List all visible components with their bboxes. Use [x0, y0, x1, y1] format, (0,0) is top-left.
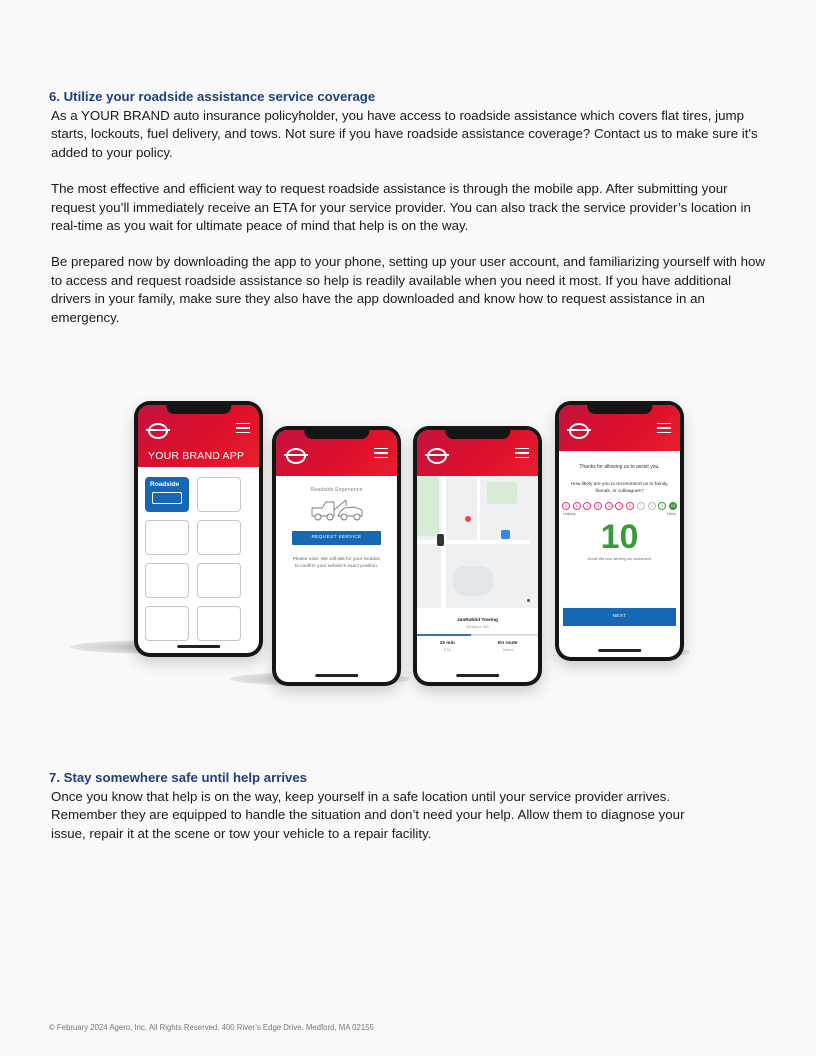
section-heading: 6. Utilize your roadside assistance service coverage [49, 89, 376, 104]
phone-notch [166, 405, 231, 414]
scale-low-label: Unlikely [563, 512, 576, 516]
brand-logo-icon [569, 423, 589, 439]
tow-truck-icon [152, 492, 182, 504]
provider-name: JanRabbit Towing [457, 618, 498, 623]
hamburger-menu-icon [515, 448, 529, 458]
rating-scale [562, 502, 677, 510]
progress-bar [417, 634, 538, 636]
location-pin-icon [465, 516, 471, 522]
location-note: Please note: We will ask for your location to confirm your vehicle's exact position. [292, 557, 381, 569]
vehicle-marker-icon [437, 534, 444, 546]
rating-option: 4 [605, 502, 613, 510]
tow-truck-icon [306, 496, 366, 524]
eta-value: 15 min [439, 641, 455, 646]
next-button: NEXT [563, 608, 676, 626]
service-tile [145, 520, 189, 555]
phone-notch [445, 430, 510, 439]
map-road [417, 540, 530, 544]
brand-logo-icon [286, 448, 306, 464]
rating-option: 10 [670, 504, 675, 508]
rating-option: 9 [658, 502, 666, 510]
progress-fill [417, 634, 471, 636]
service-tile [197, 520, 241, 555]
rating-option: 7 [637, 502, 645, 510]
map-lot [453, 566, 493, 596]
status-label: Status [502, 648, 514, 652]
paragraph: Once you know that help is on the way, keep yourself in a safe location until your service provider arrives. Remember they are equipped to handle the situation and don’t need your help. Allow them to diagnose your issue, repair it at the scene or tow your vehicle to a repair facility. [51, 789, 685, 841]
provider-location: Medford, MA [466, 624, 489, 629]
rating-option: 6 [626, 502, 634, 510]
service-tile [197, 477, 241, 512]
phone-home-screen [134, 401, 263, 657]
phone-request-screen [272, 426, 401, 686]
rating-option: 2 [583, 502, 591, 510]
paragraph: As a YOUR BRAND auto insurance policyholder, you have access to roadside assistance which covers flat tires, jump starts, lockouts, fuel delivery, and tows. Not sure if you have roadside assistance coverage? Contact us to make sure it's added to your policy. [51, 108, 758, 160]
paragraph: Be prepared now by downloading the app to your phone, setting up your user account, and familiarizing yourself with how to access and request roadside assistance so help is readily available when you need it most. If you have additional drivers in your family, make sure they also have the app downloaded and know how to request assistance in an emergency. [51, 254, 766, 325]
rating-option: 8 [648, 502, 656, 510]
service-tile [197, 563, 241, 598]
service-tile [145, 563, 189, 598]
scale-high-label: Likely [666, 512, 676, 516]
rating-option: 1 [573, 502, 581, 510]
section-roadside-coverage [49, 88, 769, 345]
screen-title: Roadside Experience [310, 487, 363, 493]
brand-logo-icon [427, 448, 447, 464]
brand-logo-icon [148, 423, 168, 439]
map-road [477, 476, 480, 540]
phone-notch [304, 430, 369, 439]
phone-survey-screen [555, 401, 684, 661]
recenter-icon [527, 599, 530, 602]
app-header [138, 405, 259, 467]
phone-notch [587, 405, 652, 414]
eta-label: ETA [443, 648, 451, 652]
footer-copyright: © February 2024 Agero, Inc. All Rights Reserved. 400 River’s Edge Drive, Medford, MA 02155 [49, 1023, 374, 1032]
rating-option: 5 [615, 502, 623, 510]
survey-question: How likely are you to recommend us to family, friends, or colleagues? [570, 482, 669, 494]
hamburger-menu-icon [236, 423, 250, 433]
section-heading: 7. Stay somewhere safe until help arrives [49, 770, 307, 785]
selected-score: 10 [600, 518, 639, 556]
app-title: YOUR BRAND APP [148, 450, 245, 462]
map-park [487, 482, 517, 504]
request-service-button: REQUEST SERVICE [292, 531, 381, 545]
hamburger-menu-icon [657, 423, 671, 433]
score-caption: Great! We love serving our customers. [587, 557, 652, 561]
home-indicator [456, 674, 500, 677]
paragraph: The most effective and efficient way to request roadside assistance is through the mobile app. After submitting your request you’ll immediately receive an ETA for your service provider. You can also track the service provider’s location in real-time as you wait for ultimate peace of mind that help is on the way. [51, 181, 751, 234]
section-stay-safe [49, 769, 769, 861]
home-indicator [598, 649, 642, 652]
home-indicator [315, 674, 359, 677]
hamburger-menu-icon [374, 448, 388, 458]
tow-truck-marker-icon [501, 530, 510, 539]
phone-tracking-screen [413, 426, 542, 686]
status-value: En route [498, 641, 518, 646]
map-park [417, 476, 439, 536]
tile-label: Roadside [150, 481, 180, 488]
thanks-message: Thanks for allowing us to assist you. [579, 464, 660, 470]
rating-option: 3 [594, 502, 602, 510]
home-indicator [177, 645, 221, 648]
tracking-map [417, 476, 538, 608]
roadside-tile [145, 477, 189, 512]
service-tile [145, 606, 189, 641]
provider-info [417, 608, 538, 682]
service-tile [197, 606, 241, 641]
rating-option: 0 [562, 502, 570, 510]
